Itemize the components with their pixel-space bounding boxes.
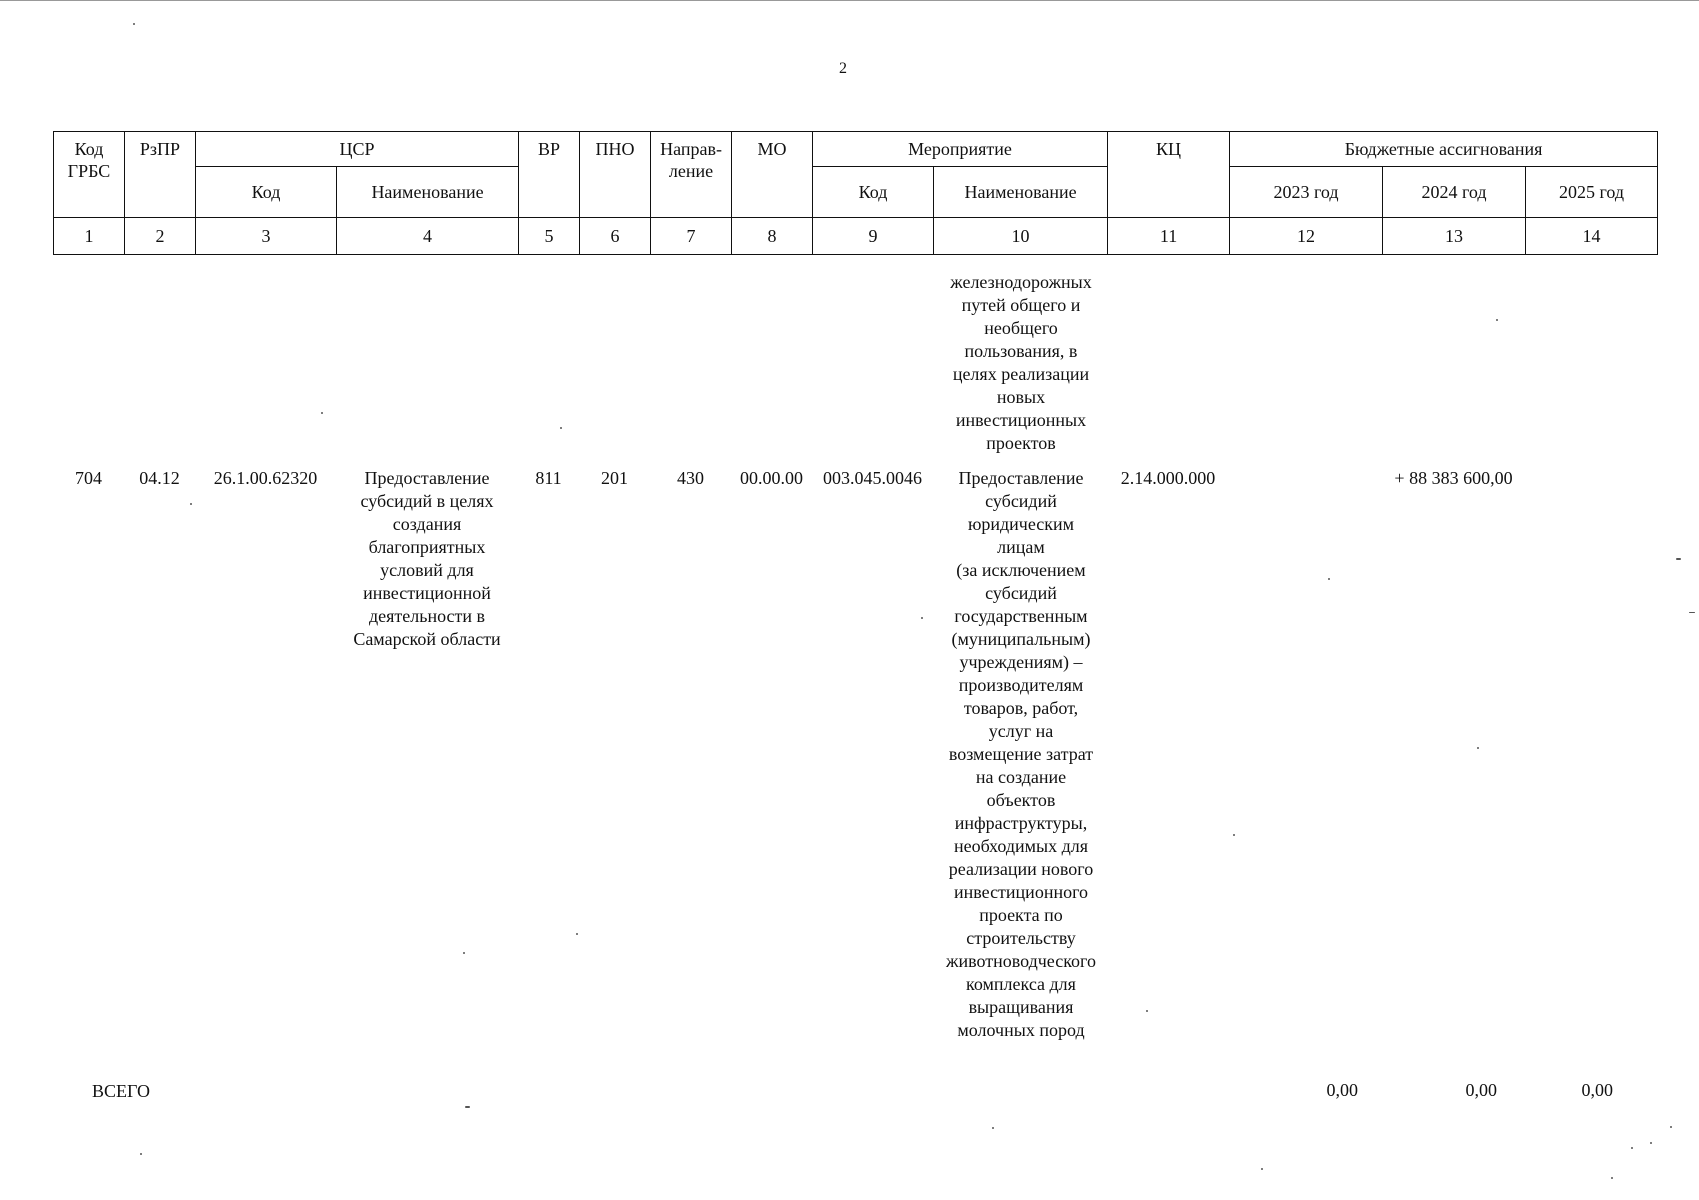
text-line: субсидий в целях	[360, 491, 494, 511]
column-number: 11	[1108, 218, 1230, 255]
text-line: пользования, в	[964, 341, 1078, 361]
text-line: учреждениям) –	[959, 652, 1083, 672]
text-line: новых	[996, 387, 1046, 407]
text-line: инвестиционной	[363, 583, 491, 603]
text-line: субсидий	[985, 491, 1057, 511]
column-number: 5	[519, 218, 580, 255]
text-line: деятельности в	[368, 606, 486, 626]
header-csr-kod: Код	[196, 167, 337, 218]
column-number: 8	[732, 218, 813, 255]
row-csr-name	[336, 467, 518, 651]
text-line: Самарской области	[353, 629, 501, 649]
text-line: услуг на	[988, 721, 1054, 741]
scan-speck	[1631, 1147, 1633, 1149]
column-number: 10	[934, 218, 1108, 255]
scan-speck	[1496, 319, 1498, 321]
header-meropriyatie: Мероприятие	[813, 132, 1108, 167]
text-line: выращивания	[968, 997, 1074, 1017]
text-line: условий для	[380, 560, 474, 580]
scan-speck	[190, 503, 192, 505]
scan-speck	[1261, 1168, 1263, 1170]
header-mer-kod: Код	[813, 167, 934, 218]
scan-speck	[321, 412, 323, 414]
text-line: товаров, работ,	[963, 698, 1079, 718]
text-line: создания	[392, 514, 462, 534]
column-number: 9	[813, 218, 934, 255]
text-line: реализации нового	[948, 859, 1094, 879]
header-mo: МО	[732, 132, 813, 218]
column-number: 13	[1383, 218, 1526, 255]
row-mer-name	[934, 467, 1108, 1042]
header-rzpr: РзПР	[125, 132, 196, 218]
text-line: Предоставление	[364, 468, 490, 488]
text-line: комплекса для	[966, 974, 1076, 994]
row-mo: 00.00.00	[740, 468, 803, 488]
header-year-2023: 2023 год	[1230, 167, 1383, 218]
header-napravlenie: Направ-ление	[651, 132, 732, 218]
column-number: 1	[54, 218, 125, 255]
scan-speck	[560, 427, 562, 429]
text-line: целях реализации	[952, 364, 1090, 384]
total-2023: 0,00	[1326, 1080, 1358, 1100]
scan-top-edge	[0, 0, 1699, 1]
total-label: ВСЕГО	[92, 1081, 150, 1101]
text-line: объектов	[986, 790, 1056, 810]
text-line: необщего	[984, 318, 1058, 338]
text-line: Предоставление	[958, 468, 1084, 488]
text-line: государственным	[954, 606, 1088, 626]
column-number: 4	[337, 218, 519, 255]
header-pno: ПНО	[580, 132, 651, 218]
header-mer-name: Наименование	[934, 167, 1108, 218]
column-number: 2	[125, 218, 196, 255]
scan-speck	[1328, 578, 1330, 580]
header-csr-name: Наименование	[337, 167, 519, 218]
header-year-2025: 2025 год	[1526, 167, 1658, 218]
header-kod-grbs: Код ГРБС	[54, 132, 125, 218]
text-line: инвестиционных	[955, 410, 1087, 430]
text-line: необходимых для	[953, 836, 1089, 856]
header-vr: ВР	[519, 132, 580, 218]
scan-speck	[1670, 1126, 1672, 1128]
scan-speck	[1146, 1010, 1148, 1012]
row-csr-kod: 26.1.00.62320	[213, 468, 318, 488]
row-pno: 201	[601, 468, 628, 488]
row-vr: 811	[535, 468, 562, 488]
row-amount-2024: + 88 383 600,00	[1394, 468, 1513, 488]
total-2024: 0,00	[1465, 1080, 1497, 1100]
text-line: железнодорожных	[950, 272, 1092, 292]
text-line: благоприятных	[368, 537, 486, 557]
scan-speck	[1676, 558, 1681, 560]
header-year-2024: 2024 год	[1383, 167, 1526, 218]
text-line: производителям	[958, 675, 1084, 695]
scan-speck	[921, 617, 923, 619]
text-line: животноводческого	[946, 951, 1096, 971]
text-line: на создание	[975, 767, 1067, 787]
text-line: юридическим	[967, 514, 1075, 534]
scan-speck	[1650, 1142, 1652, 1144]
column-number: 12	[1230, 218, 1383, 255]
column-number: 6	[580, 218, 651, 255]
budget-table-header	[53, 131, 1658, 255]
scan-speck	[140, 1153, 142, 1155]
header-kc: КЦ	[1108, 132, 1230, 218]
column-number: 3	[196, 218, 337, 255]
row-mer-kod: 003.045.0046	[823, 468, 922, 488]
row-rzpr: 04.12	[139, 468, 180, 488]
scan-speck	[576, 933, 578, 935]
header-csr: ЦСР	[196, 132, 519, 167]
page-number: 2	[839, 60, 847, 77]
text-line: инвестиционного	[953, 882, 1089, 902]
text-line: проекта по	[979, 905, 1063, 925]
header-budget: Бюджетные ассигнования	[1230, 132, 1658, 167]
text-line: проектов	[986, 433, 1056, 453]
text-line: молочных пород	[957, 1020, 1085, 1040]
text-line: возмещение затрат	[948, 744, 1094, 764]
scan-speck	[1233, 834, 1235, 836]
column-number: 14	[1526, 218, 1658, 255]
row-napravlenie: 430	[677, 468, 704, 488]
column-number: 7	[651, 218, 732, 255]
text-line: инфраструктуры,	[954, 813, 1088, 833]
text-line: (муниципальным)	[951, 629, 1091, 649]
row-kc: 2.14.000.000	[1120, 468, 1216, 488]
scan-speck	[463, 952, 465, 954]
row-kod-grbs: 704	[75, 468, 102, 488]
scan-speck	[1689, 612, 1695, 613]
text-line: субсидий	[985, 583, 1057, 603]
text-line: лицам	[997, 537, 1045, 557]
scan-speck	[133, 23, 135, 25]
scan-speck	[992, 1127, 994, 1129]
scan-speck	[1611, 1177, 1613, 1179]
total-2025: 0,00	[1581, 1080, 1613, 1100]
text-line: (за исключением	[956, 560, 1086, 580]
scan-speck	[465, 1106, 470, 1108]
text-line: строительству	[966, 928, 1076, 948]
continued-mer-name	[934, 271, 1108, 455]
text-line: путей общего и	[961, 295, 1081, 315]
scan-speck	[1477, 747, 1479, 749]
